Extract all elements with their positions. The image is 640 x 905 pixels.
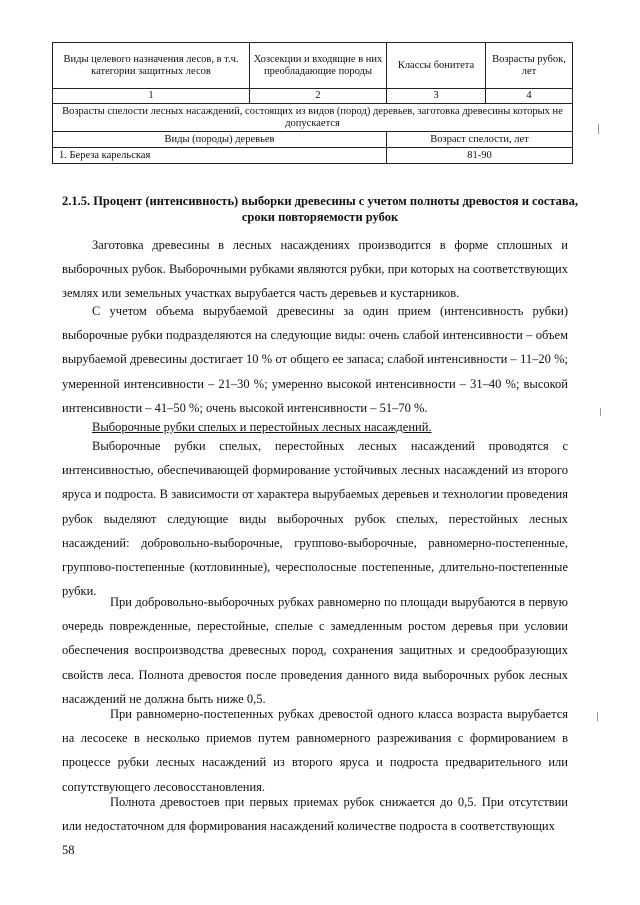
paragraph: При равномерно-постепенных рубках древостой одного класса возраста вырубается на лесосеке в несколько приемов путем равномерного разреживания с формированием в процессе рубки лесных насаждений из второго яруса и подроста предварительного или сопутствующего лесовосстановления. [62,707,568,794]
table-header-cell: Возрасты рубок, лет [486,43,573,89]
scan-mark [600,408,601,416]
table-header-row [53,43,573,89]
table-number-cell: 2 [250,89,387,104]
table-header-cell: Виды целевого назначения лесов, в т.ч. категории защитных лесов [53,43,250,89]
paragraph: С учетом объема вырубаемой древесины за один прием (интенсивность рубки) выборочные рубки подразделяются на следующие виды: очень слабой интенсивности – объем вырубаемой древесины достигает 10 % от общего ее запаса; слабой интенсивности – 11–20 %; умеренной интенсивности – 21–30 %; умеренно высокой интенсивности – 31–40 %; высокой интенсивности – 41–50 %; очень высокой интенсивности – 51–70 %. [62,304,568,415]
table-section-row [53,104,573,132]
cutting-age-table [52,42,573,164]
table-header-cell: Хозсекции и входящие в них преобладающие породы [250,43,387,89]
table-subheader-cell: Возраст спелости, лет [387,132,573,148]
subheading: Выборочные рубки спелых и перестойных лесных насаждений. [92,420,432,434]
section-heading: 2.1.5. Процент (интенсивность) выборки древесины с учетом полноты древостоя и состава, сроки повторяемости рубок [61,194,579,224]
page-number: 58 [62,843,75,857]
paragraph: Заготовка древесины в лесных насаждениях производится в форме сплошных и выборочных рубок. Выборочными рубками являются рубки, при которых на соответствующих землях или земельных участках вырубается часть деревьев и кустарников. [62,238,568,301]
table-row [53,148,573,164]
scan-mark [597,712,598,721]
table-subheader-cell: Виды (породы) деревьев [53,132,387,148]
table-cell-age: 81-90 [387,148,573,164]
table-number-cell: 4 [486,89,573,104]
paragraph: Выборочные рубки спелых, перестойных лесных насаждений проводятся с интенсивностью, обеспечивающей формирование устойчивых лесных насаждений из второго яруса и подроста. В зависимости от характера вырубаемых деревьев и технологии проведения рубок выделяют следующие виды выборочных рубок спелых, перестойных лесных насаждений: добровольно-выборочные, группово-выборочные, равномерно-постепенные, группово-постепенные (котловинные), чересполосные постепенные, длительно-постепенные рубки. [62,439,568,599]
table-number-cell: 1 [53,89,250,104]
paragraph: При добровольно-выборочных рубках равномерно по площади вырубаются в первую очередь поврежденные, перестойные, спелые с замедленным ростом деревья при условии обеспечения воспроизводства древесных пород, сохранения защитных и средообразующих свойств леса. Полнота древостоя после проведения данного вида выборочных рубок лесных насаждений не должна быть ниже 0,5. [62,595,568,706]
table-subheader-row [53,132,573,148]
paragraph: Полнота древостоев при первых приемах рубок снижается до 0,5. При отсутствии или недостаточном для формирования насаждений количестве подроста в соответствующих [62,795,568,834]
scan-mark [598,124,599,134]
table-number-row [53,89,573,104]
table-number-cell: 3 [387,89,486,104]
table-section-title: Возрасты спелости лесных насаждений, состоящих из видов (пород) деревьев, заготовка древесины которых не допускается [53,104,573,132]
table-header-cell: Классы бонитета [387,43,486,89]
table-cell-species: 1. Береза карельская [53,148,387,164]
